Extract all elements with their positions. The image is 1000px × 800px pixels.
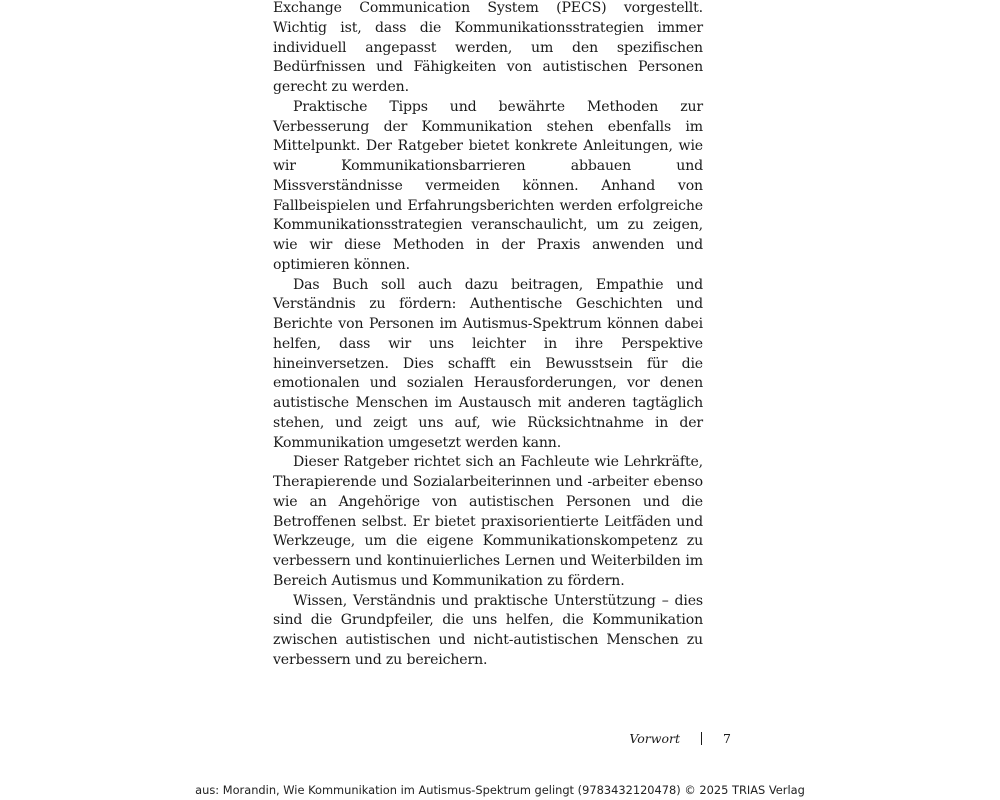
footer-section-title: Vorwort	[629, 731, 680, 746]
paragraph: Praktische Tipps und bewährte Methoden zur Verbesserung der Kommunikation stehen ebenfalls im Mittelpunkt. Der Ratgeber bietet konkrete Anleitungen, wie wir Kommunikationsbarrieren abbauen und Missverständnisse vermeiden können. Anhand von Fallbeispielen und Erfahrungsberichten werden erfolgreiche Kommunikationsstrategien veranschaulicht, um zu zeigen, wie wir diese Methoden in der Praxis anwenden und optimieren können.	[273, 98, 703, 273]
paragraph: Exchange Communication System (PECS) vorgestellt. Wichtig ist, dass die Kommunikationsstrategien immer individuell angepasst werden, um den spezifischen Bedürfnissen und Fähigkeiten von autistischen Personen gerecht zu werden.	[273, 0, 703, 95]
running-footer	[620, 731, 735, 749]
paragraph: Das Buch soll auch dazu beitragen, Empathie und Verständnis zu fördern: Authentische Geschichten und Berichte von Personen im Autismus-Spektrum können dabei helfen, dass wir uns leichter in ihre Perspektive hineinversetzen. Dies schafft ein Bewusstsein für die emotionalen und sozialen Herausforderungen, vor denen autistische Menschen im Austausch mit anderen tagtäglich stehen, und zeigt uns auf, wie Rücksichtnahme in der Kommunikation umgesetzt werden kann.	[273, 276, 703, 451]
footer-separator	[701, 732, 702, 745]
source-attribution: aus: Morandin, Wie Kommunikation im Autismus-Spektrum gelingt (9783432120478) © 2025 TRIAS Verlag	[195, 783, 805, 797]
page-number: 7	[723, 731, 731, 746]
paragraph: Wissen, Verständnis und praktische Unterstützung – dies sind die Grundpfeiler, die uns helfen, die Kommunikation zwischen autistischen und nicht-autistischen Menschen zu verbessern und zu bereichern.	[273, 592, 703, 668]
paragraph: Dieser Ratgeber richtet sich an Fachleute wie Lehrkräfte, Therapierende und Sozialarbeiterinnen und -arbeiter ebenso wie an Angehörige von autistischen Personen und die Betroffenen selbst. Er bietet praxisorientierte Leitfäden und Werkzeuge, um die eigene Kommunikationskompetenz zu verbessern und kontinuierliches Lernen und Weiterbilden im Bereich Autismus und Kommunikation zu fördern.	[273, 454, 703, 589]
body-text	[273, 0, 703, 671]
